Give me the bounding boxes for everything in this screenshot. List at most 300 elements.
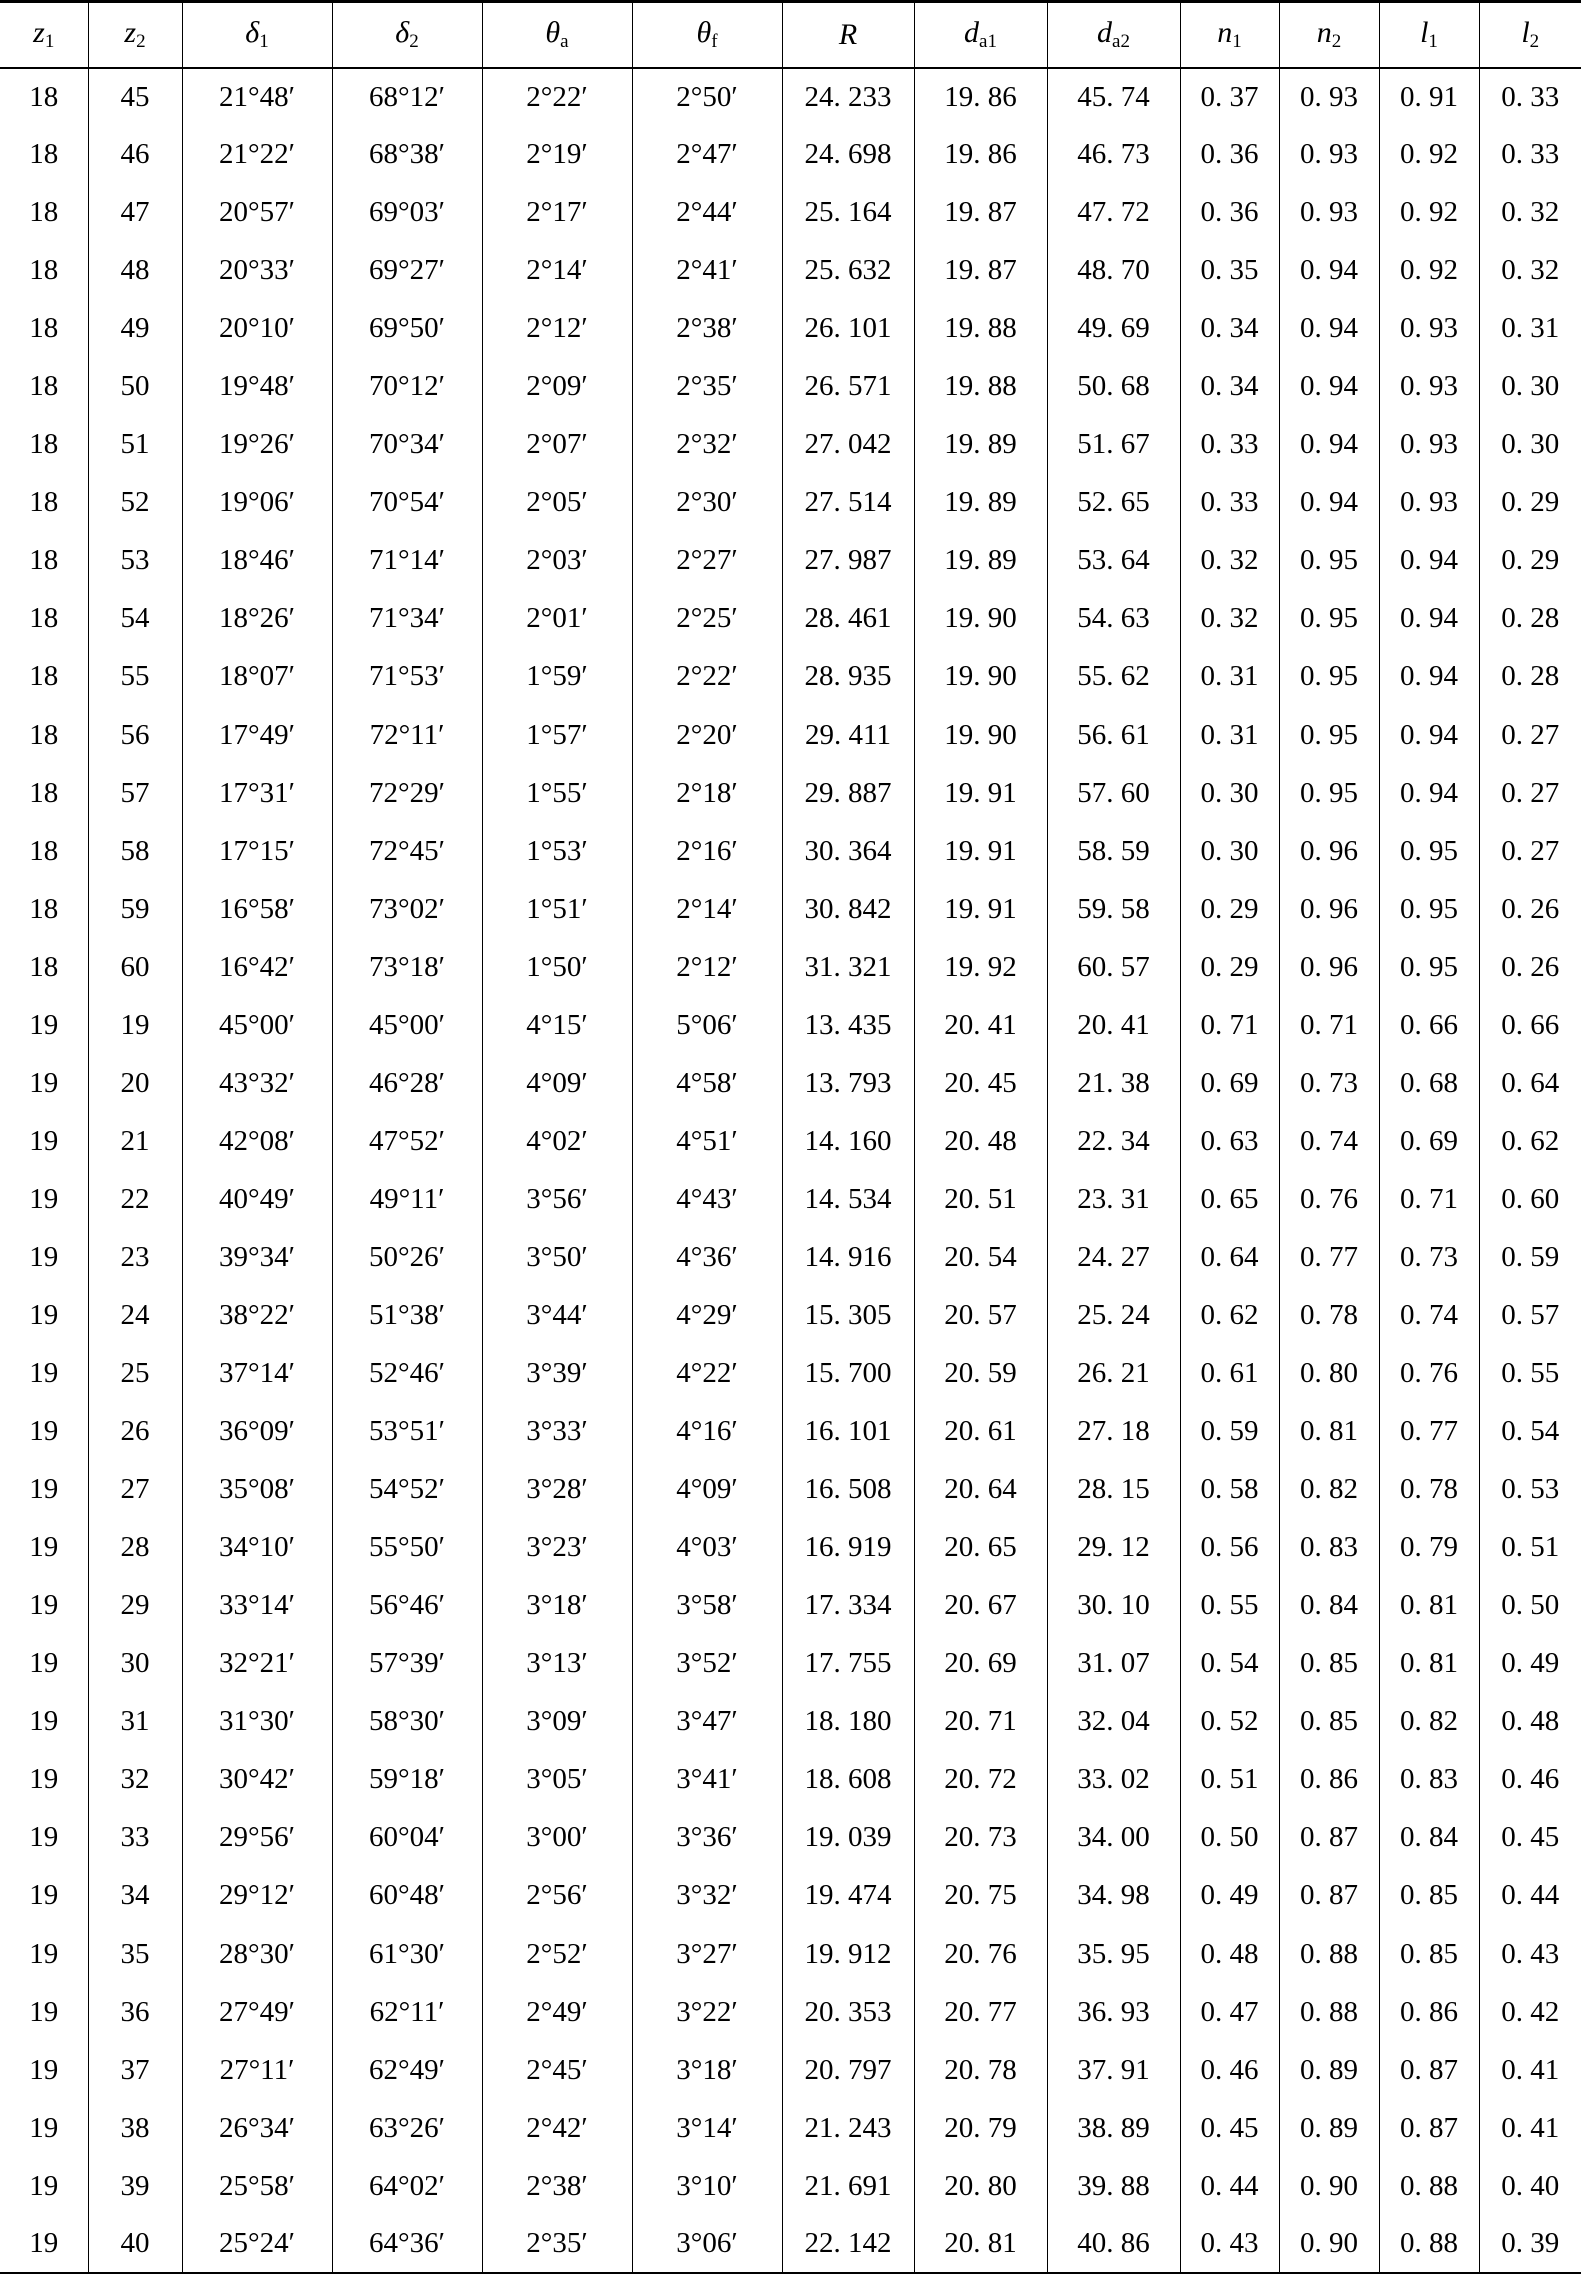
table-cell-delta1: 32°21′ <box>182 1635 332 1693</box>
table-cell-l1: 0. 78 <box>1379 1461 1479 1519</box>
table-cell-l1: 0. 94 <box>1379 590 1479 648</box>
table-cell-da1: 19. 89 <box>914 532 1047 590</box>
table-cell-theta-a: 3°05′ <box>482 1751 632 1809</box>
table-cell-theta-f: 3°27′ <box>632 1925 782 1983</box>
table-cell-z1: 19 <box>0 1519 88 1577</box>
table-cell-delta2: 64°02′ <box>332 2157 482 2215</box>
table-cell-n1: 0. 61 <box>1180 1345 1279 1403</box>
table-cell-delta2: 68°38′ <box>332 126 482 184</box>
table-cell-da1: 19. 87 <box>914 242 1047 300</box>
table-cell-l2: 0. 48 <box>1479 1693 1581 1751</box>
table-cell-z2: 36 <box>88 1983 182 2041</box>
table-cell-da2: 31. 07 <box>1047 1635 1180 1693</box>
table-cell-delta1: 42°08′ <box>182 1112 332 1170</box>
table-cell-z2: 32 <box>88 1751 182 1809</box>
table-cell-z1: 19 <box>0 996 88 1054</box>
table-cell-delta2: 69°03′ <box>332 184 482 242</box>
table-cell-z2: 49 <box>88 300 182 358</box>
column-header-symbol: n <box>1316 16 1332 50</box>
table-cell-l1: 0. 95 <box>1379 880 1479 938</box>
table-cell-n2: 0. 90 <box>1279 2157 1379 2215</box>
table-cell-da1: 20. 41 <box>914 996 1047 1054</box>
table-cell-delta1: 45°00′ <box>182 996 332 1054</box>
table-cell-delta2: 70°12′ <box>332 358 482 416</box>
table-cell-theta-a: 1°50′ <box>482 938 632 996</box>
table-row <box>0 2099 1581 2157</box>
table-cell-delta2: 57°39′ <box>332 1635 482 1693</box>
table-cell-theta-a: 1°51′ <box>482 880 632 938</box>
table-cell-l1: 0. 92 <box>1379 126 1479 184</box>
table-cell-da2: 55. 62 <box>1047 648 1180 706</box>
table-cell-z1: 19 <box>0 1635 88 1693</box>
table-cell-n2: 0. 93 <box>1279 68 1379 126</box>
table-cell-l1: 0. 93 <box>1379 358 1479 416</box>
table-cell-theta-a: 3°00′ <box>482 1809 632 1867</box>
table-cell-z2: 30 <box>88 1635 182 1693</box>
table-cell-n1: 0. 50 <box>1180 1809 1279 1867</box>
table-cell-n1: 0. 45 <box>1180 2099 1279 2157</box>
table-cell-delta2: 71°34′ <box>332 590 482 648</box>
table-cell-delta1: 33°14′ <box>182 1577 332 1635</box>
table-row <box>0 1577 1581 1635</box>
table-cell-z2: 24 <box>88 1286 182 1344</box>
table-cell-r: 28. 461 <box>782 590 914 648</box>
table-cell-theta-a: 4°02′ <box>482 1112 632 1170</box>
table-cell-da1: 20. 65 <box>914 1519 1047 1577</box>
table-cell-da2: 22. 34 <box>1047 1112 1180 1170</box>
table-cell-z1: 18 <box>0 474 88 532</box>
table-cell-delta1: 17°31′ <box>182 764 332 822</box>
table-cell-r: 15. 305 <box>782 1286 914 1344</box>
table-cell-theta-a: 3°13′ <box>482 1635 632 1693</box>
table-cell-da1: 19. 91 <box>914 764 1047 822</box>
table-cell-r: 19. 474 <box>782 1867 914 1925</box>
table-cell-l1: 0. 85 <box>1379 1867 1479 1925</box>
table-row <box>0 2157 1581 2215</box>
table-cell-n2: 0. 94 <box>1279 358 1379 416</box>
table-cell-theta-f: 2°35′ <box>632 358 782 416</box>
table-cell-n1: 0. 31 <box>1180 648 1279 706</box>
table-cell-da2: 34. 98 <box>1047 1867 1180 1925</box>
table-cell-l2: 0. 29 <box>1479 532 1581 590</box>
table-cell-z2: 57 <box>88 764 182 822</box>
column-header-z1 <box>0 2 88 68</box>
table-cell-z1: 19 <box>0 1751 88 1809</box>
table-cell-theta-a: 2°12′ <box>482 300 632 358</box>
table-cell-theta-f: 3°18′ <box>632 2041 782 2099</box>
table-cell-l2: 0. 39 <box>1479 2215 1581 2273</box>
table-cell-theta-f: 2°41′ <box>632 242 782 300</box>
table-row <box>0 938 1581 996</box>
table-cell-n2: 0. 81 <box>1279 1403 1379 1461</box>
table-cell-theta-f: 3°22′ <box>632 1983 782 2041</box>
table-cell-delta1: 26°34′ <box>182 2099 332 2157</box>
table-cell-theta-f: 3°41′ <box>632 1751 782 1809</box>
column-header-subscript: 2 <box>1529 31 1540 53</box>
table-cell-z2: 19 <box>88 996 182 1054</box>
table-cell-n2: 0. 80 <box>1279 1345 1379 1403</box>
table-cell-delta2: 47°52′ <box>332 1112 482 1170</box>
table-cell-theta-f: 3°36′ <box>632 1809 782 1867</box>
column-header-symbol: z <box>33 16 45 50</box>
table-cell-da2: 35. 95 <box>1047 1925 1180 1983</box>
table-cell-z1: 19 <box>0 1577 88 1635</box>
table-cell-r: 14. 916 <box>782 1228 914 1286</box>
table-cell-l2: 0. 26 <box>1479 880 1581 938</box>
table-cell-z2: 52 <box>88 474 182 532</box>
table-cell-l2: 0. 49 <box>1479 1635 1581 1693</box>
table-cell-delta2: 60°48′ <box>332 1867 482 1925</box>
table-cell-r: 31. 321 <box>782 938 914 996</box>
table-cell-z1: 18 <box>0 590 88 648</box>
table-cell-z1: 19 <box>0 2041 88 2099</box>
table-row <box>0 300 1581 358</box>
table-cell-delta1: 39°34′ <box>182 1228 332 1286</box>
table-cell-delta1: 27°11′ <box>182 2041 332 2099</box>
table-cell-r: 17. 334 <box>782 1577 914 1635</box>
table-cell-da2: 23. 31 <box>1047 1170 1180 1228</box>
table-cell-n1: 0. 30 <box>1180 822 1279 880</box>
table-cell-theta-f: 3°10′ <box>632 2157 782 2215</box>
table-cell-n2: 0. 94 <box>1279 416 1379 474</box>
table-cell-da2: 60. 57 <box>1047 938 1180 996</box>
table-cell-z2: 26 <box>88 1403 182 1461</box>
table-cell-delta1: 16°42′ <box>182 938 332 996</box>
table-cell-delta1: 18°26′ <box>182 590 332 648</box>
table-cell-da1: 20. 51 <box>914 1170 1047 1228</box>
table-cell-da1: 20. 81 <box>914 2215 1047 2273</box>
table-cell-r: 16. 508 <box>782 1461 914 1519</box>
table-cell-n2: 0. 95 <box>1279 706 1379 764</box>
table-cell-theta-a: 3°28′ <box>482 1461 632 1519</box>
table-cell-l2: 0. 66 <box>1479 996 1581 1054</box>
table-header <box>0 2 1581 68</box>
table-cell-n2: 0. 73 <box>1279 1054 1379 1112</box>
table-cell-theta-a: 2°05′ <box>482 474 632 532</box>
table-cell-da1: 20. 76 <box>914 1925 1047 1983</box>
table-cell-da1: 20. 79 <box>914 2099 1047 2157</box>
table-cell-r: 20. 353 <box>782 1983 914 2041</box>
table-cell-delta2: 51°38′ <box>332 1286 482 1344</box>
table-cell-n2: 0. 84 <box>1279 1577 1379 1635</box>
table-cell-z2: 22 <box>88 1170 182 1228</box>
table-cell-z1: 19 <box>0 1461 88 1519</box>
table-cell-theta-f: 4°58′ <box>632 1054 782 1112</box>
table-cell-z1: 19 <box>0 1112 88 1170</box>
table-cell-n1: 0. 34 <box>1180 358 1279 416</box>
table-row <box>0 764 1581 822</box>
table-cell-z2: 23 <box>88 1228 182 1286</box>
table-cell-l2: 0. 33 <box>1479 126 1581 184</box>
table-cell-delta2: 62°49′ <box>332 2041 482 2099</box>
table-cell-da2: 27. 18 <box>1047 1403 1180 1461</box>
table-cell-n2: 0. 95 <box>1279 532 1379 590</box>
table-row <box>0 532 1581 590</box>
column-header-da2 <box>1047 2 1180 68</box>
table-cell-delta1: 37°14′ <box>182 1345 332 1403</box>
table-cell-l1: 0. 79 <box>1379 1519 1479 1577</box>
table-cell-l2: 0. 40 <box>1479 2157 1581 2215</box>
column-header-symbol: δ <box>395 16 410 50</box>
table-cell-r: 16. 919 <box>782 1519 914 1577</box>
table-cell-theta-f: 4°36′ <box>632 1228 782 1286</box>
table-cell-theta-a: 2°56′ <box>482 1867 632 1925</box>
table-row <box>0 1519 1581 1577</box>
table-cell-da1: 19. 91 <box>914 880 1047 938</box>
table-cell-delta1: 40°49′ <box>182 1170 332 1228</box>
table-cell-l2: 0. 41 <box>1479 2099 1581 2157</box>
table-row <box>0 880 1581 938</box>
table-cell-n2: 0. 88 <box>1279 1983 1379 2041</box>
table-cell-r: 26. 571 <box>782 358 914 416</box>
table-cell-z2: 34 <box>88 1867 182 1925</box>
table-cell-theta-a: 2°38′ <box>482 2157 632 2215</box>
table-cell-z1: 18 <box>0 706 88 764</box>
table-cell-delta2: 60°04′ <box>332 1809 482 1867</box>
table-cell-l1: 0. 94 <box>1379 706 1479 764</box>
table-row <box>0 1983 1581 2041</box>
table-cell-l1: 0. 93 <box>1379 474 1479 532</box>
table-cell-delta2: 53°51′ <box>332 1403 482 1461</box>
table-cell-l2: 0. 32 <box>1479 242 1581 300</box>
column-header-symbol: z <box>124 16 137 50</box>
table-cell-r: 25. 164 <box>782 184 914 242</box>
table-cell-n1: 0. 33 <box>1180 416 1279 474</box>
table-cell-theta-a: 2°03′ <box>482 532 632 590</box>
table-cell-da1: 19. 90 <box>914 706 1047 764</box>
table-cell-r: 29. 411 <box>782 706 914 764</box>
table-cell-n1: 0. 63 <box>1180 1112 1279 1170</box>
table-cell-r: 27. 514 <box>782 474 914 532</box>
table-row <box>0 126 1581 184</box>
table-cell-l2: 0. 30 <box>1479 416 1581 474</box>
table-cell-r: 18. 608 <box>782 1751 914 1809</box>
table-cell-da2: 30. 10 <box>1047 1577 1180 1635</box>
table-cell-r: 16. 101 <box>782 1403 914 1461</box>
table-cell-z2: 54 <box>88 590 182 648</box>
table-row <box>0 590 1581 648</box>
table-cell-z1: 19 <box>0 2215 88 2273</box>
table-cell-theta-a: 2°09′ <box>482 358 632 416</box>
table-cell-theta-f: 2°18′ <box>632 764 782 822</box>
table-cell-delta1: 18°07′ <box>182 648 332 706</box>
table-cell-da1: 19. 90 <box>914 590 1047 648</box>
table-cell-n2: 0. 76 <box>1279 1170 1379 1228</box>
column-header-symbol: θ <box>696 16 712 50</box>
table-cell-theta-f: 4°09′ <box>632 1461 782 1519</box>
table-cell-l2: 0. 59 <box>1479 1228 1581 1286</box>
table-cell-z1: 19 <box>0 1983 88 2041</box>
table-cell-da1: 19. 88 <box>914 300 1047 358</box>
table-cell-da2: 46. 73 <box>1047 126 1180 184</box>
table-cell-theta-f: 2°27′ <box>632 532 782 590</box>
table-cell-l1: 0. 91 <box>1379 68 1479 126</box>
table-cell-theta-a: 1°53′ <box>482 822 632 880</box>
table-cell-delta2: 72°45′ <box>332 822 482 880</box>
table-cell-delta1: 25°24′ <box>182 2215 332 2273</box>
column-header-subscript: 2 <box>1331 31 1342 53</box>
column-header-da1 <box>914 2 1047 68</box>
table-cell-da1: 19. 87 <box>914 184 1047 242</box>
table-cell-delta1: 30°42′ <box>182 1751 332 1809</box>
column-header-subscript: 1 <box>44 31 55 53</box>
column-header-symbol: δ <box>245 16 260 50</box>
table-cell-delta1: 43°32′ <box>182 1054 332 1112</box>
table-cell-n2: 0. 74 <box>1279 1112 1379 1170</box>
table-cell-da2: 58. 59 <box>1047 822 1180 880</box>
table-cell-l2: 0. 27 <box>1479 706 1581 764</box>
table-cell-n2: 0. 94 <box>1279 242 1379 300</box>
table-cell-theta-a: 3°39′ <box>482 1345 632 1403</box>
table-cell-n1: 0. 54 <box>1180 1635 1279 1693</box>
table-row <box>0 1809 1581 1867</box>
table-cell-n1: 0. 37 <box>1180 68 1279 126</box>
table-cell-theta-a: 1°59′ <box>482 648 632 706</box>
table-cell-da2: 57. 60 <box>1047 764 1180 822</box>
table-cell-z2: 53 <box>88 532 182 590</box>
table-cell-l2: 0. 27 <box>1479 764 1581 822</box>
table-cell-l1: 0. 77 <box>1379 1403 1479 1461</box>
column-header-subscript: a <box>560 31 569 53</box>
table-row <box>0 1461 1581 1519</box>
table-cell-r: 30. 364 <box>782 822 914 880</box>
table-cell-z1: 18 <box>0 300 88 358</box>
table-cell-delta1: 21°48′ <box>182 68 332 126</box>
table-cell-z2: 21 <box>88 1112 182 1170</box>
column-header-subscript: 1 <box>1428 31 1438 53</box>
table-cell-l2: 0. 28 <box>1479 648 1581 706</box>
column-header-l1 <box>1379 2 1479 68</box>
table-row <box>0 68 1581 126</box>
table-cell-delta2: 55°50′ <box>332 1519 482 1577</box>
table-cell-theta-f: 4°43′ <box>632 1170 782 1228</box>
table-cell-z1: 18 <box>0 764 88 822</box>
table-cell-delta1: 18°46′ <box>182 532 332 590</box>
table-cell-z1: 19 <box>0 1403 88 1461</box>
table-cell-l2: 0. 46 <box>1479 1751 1581 1809</box>
table-row <box>0 822 1581 880</box>
table-cell-n2: 0. 94 <box>1279 300 1379 358</box>
table-cell-r: 27. 042 <box>782 416 914 474</box>
table-cell-l2: 0. 60 <box>1479 1170 1581 1228</box>
table-cell-da1: 20. 71 <box>914 1693 1047 1751</box>
table-cell-z1: 19 <box>0 1228 88 1286</box>
column-header-subscript: a2 <box>1112 31 1130 53</box>
table-cell-z2: 28 <box>88 1519 182 1577</box>
table-cell-l1: 0. 88 <box>1379 2157 1479 2215</box>
table-cell-z1: 18 <box>0 126 88 184</box>
table-cell-l1: 0. 88 <box>1379 2215 1479 2273</box>
table-cell-n2: 0. 95 <box>1279 590 1379 648</box>
table-cell-l1: 0. 81 <box>1379 1577 1479 1635</box>
table-cell-theta-a: 2°22′ <box>482 68 632 126</box>
table-cell-z1: 18 <box>0 184 88 242</box>
table-cell-z2: 29 <box>88 1577 182 1635</box>
table-cell-n2: 0. 93 <box>1279 126 1379 184</box>
table-cell-n2: 0. 89 <box>1279 2041 1379 2099</box>
table-cell-r: 22. 142 <box>782 2215 914 2273</box>
table-cell-theta-a: 1°57′ <box>482 706 632 764</box>
table-cell-delta2: 73°02′ <box>332 880 482 938</box>
table-cell-da1: 20. 48 <box>914 1112 1047 1170</box>
table-cell-l2: 0. 44 <box>1479 1867 1581 1925</box>
table-cell-n2: 0. 85 <box>1279 1635 1379 1693</box>
table-row <box>0 1751 1581 1809</box>
table-cell-z1: 18 <box>0 358 88 416</box>
table-cell-theta-a: 3°18′ <box>482 1577 632 1635</box>
table-cell-da2: 39. 88 <box>1047 2157 1180 2215</box>
table-cell-n1: 0. 51 <box>1180 1751 1279 1809</box>
table-cell-delta1: 19°06′ <box>182 474 332 532</box>
table-cell-theta-a: 2°42′ <box>482 2099 632 2157</box>
column-header-l2 <box>1479 2 1581 68</box>
table-cell-l1: 0. 87 <box>1379 2041 1479 2099</box>
table-cell-delta2: 54°52′ <box>332 1461 482 1519</box>
table-cell-theta-f: 4°03′ <box>632 1519 782 1577</box>
table-cell-theta-f: 4°22′ <box>632 1345 782 1403</box>
table-cell-r: 25. 632 <box>782 242 914 300</box>
table-cell-z2: 48 <box>88 242 182 300</box>
table-row <box>0 648 1581 706</box>
table-cell-n2: 0. 93 <box>1279 184 1379 242</box>
table-cell-delta1: 27°49′ <box>182 1983 332 2041</box>
table-cell-z2: 59 <box>88 880 182 938</box>
table-row <box>0 184 1581 242</box>
table-cell-n1: 0. 58 <box>1180 1461 1279 1519</box>
table-cell-l1: 0. 94 <box>1379 764 1479 822</box>
column-header-n1 <box>1180 2 1279 68</box>
table-cell-n1: 0. 48 <box>1180 1925 1279 1983</box>
table-cell-z1: 19 <box>0 1925 88 1983</box>
table-row <box>0 1867 1581 1925</box>
table-cell-l2: 0. 62 <box>1479 1112 1581 1170</box>
table-cell-n1: 0. 47 <box>1180 1983 1279 2041</box>
table-cell-n2: 0. 95 <box>1279 648 1379 706</box>
table-cell-r: 15. 700 <box>782 1345 914 1403</box>
table-cell-delta1: 19°48′ <box>182 358 332 416</box>
table-cell-da1: 19. 89 <box>914 416 1047 474</box>
table-cell-r: 27. 987 <box>782 532 914 590</box>
table-cell-l1: 0. 95 <box>1379 822 1479 880</box>
table-row <box>0 242 1581 300</box>
table-cell-theta-a: 3°09′ <box>482 1693 632 1751</box>
table-cell-delta2: 63°26′ <box>332 2099 482 2157</box>
column-header-delta1 <box>182 2 332 68</box>
column-header-symbol: l <box>1521 16 1530 50</box>
table-cell-l2: 0. 55 <box>1479 1345 1581 1403</box>
table-cell-da1: 20. 78 <box>914 2041 1047 2099</box>
table-cell-da2: 25. 24 <box>1047 1286 1180 1344</box>
table-cell-da2: 36. 93 <box>1047 1983 1180 2041</box>
table-row <box>0 1635 1581 1693</box>
table-cell-z1: 18 <box>0 416 88 474</box>
table-cell-da1: 19. 91 <box>914 822 1047 880</box>
table-cell-r: 21. 243 <box>782 2099 914 2157</box>
table-cell-r: 14. 160 <box>782 1112 914 1170</box>
column-header-r <box>782 2 914 68</box>
table-cell-da1: 20. 75 <box>914 1867 1047 1925</box>
table-cell-da1: 20. 69 <box>914 1635 1047 1693</box>
table-cell-delta1: 16°58′ <box>182 880 332 938</box>
table-cell-z1: 18 <box>0 880 88 938</box>
table-cell-n2: 0. 77 <box>1279 1228 1379 1286</box>
table-cell-l2: 0. 42 <box>1479 1983 1581 2041</box>
table-cell-z1: 18 <box>0 938 88 996</box>
table-row <box>0 358 1581 416</box>
table-cell-delta2: 52°46′ <box>332 1345 482 1403</box>
table-cell-da2: 53. 64 <box>1047 532 1180 590</box>
table-cell-theta-a: 2°17′ <box>482 184 632 242</box>
